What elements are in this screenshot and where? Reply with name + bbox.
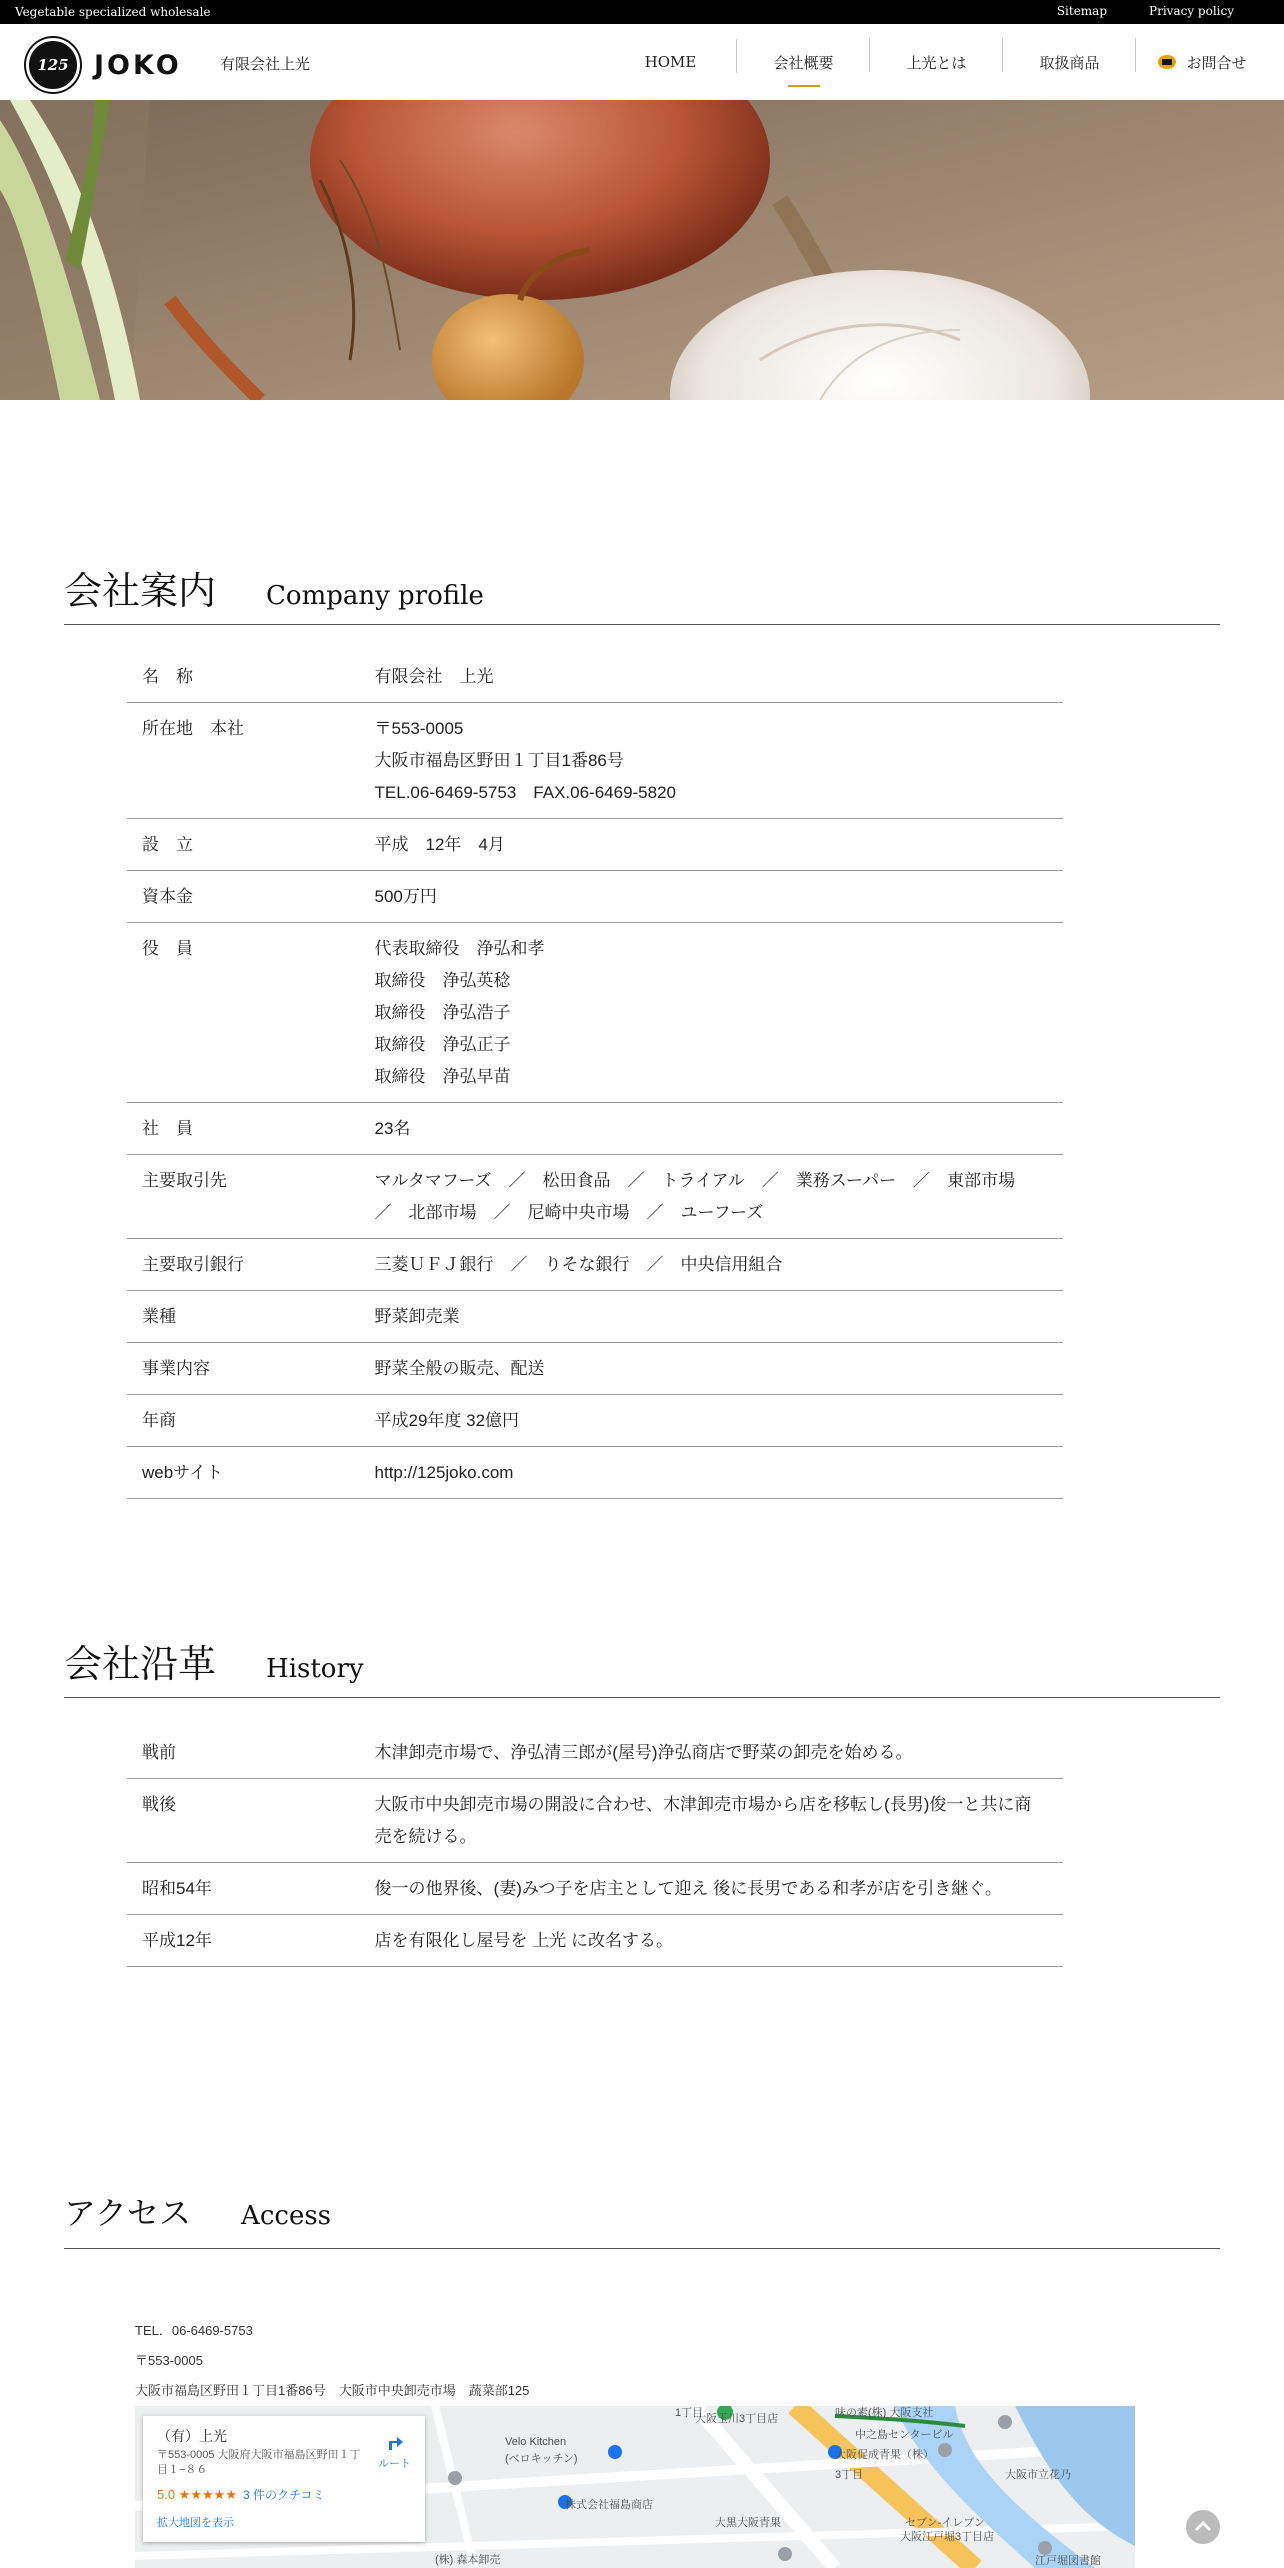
nav-company-overview[interactable] [737, 52, 870, 73]
value-line: 取締役 浄弘正子 [374, 1035, 511, 1054]
profile-title-en: Company profile [266, 581, 484, 611]
row-value [360, 1155, 1063, 1239]
row-value [360, 1395, 1063, 1447]
sitemap-link[interactable]: Sitemap [1056, 4, 1108, 18]
nav-label: HOME [644, 53, 697, 71]
access-zip: 〒553-0005 [135, 2353, 203, 2368]
value-line: 取締役 浄弘英稔 [374, 971, 511, 990]
map-label: 江戸堀図書館 [1035, 2555, 1101, 2567]
value-line: TEL.06-6469-5753 FAX.06-6469-5820 [374, 783, 676, 802]
row-value [360, 923, 1063, 1103]
table-row [127, 1291, 1063, 1343]
map-label: 3丁目 [835, 2469, 864, 2481]
main-nav [604, 24, 1269, 100]
nav-label: お問合せ [1186, 53, 1247, 72]
access-address: 大阪市福島区野田１丁目1番86号 大阪市中央卸売市場 蔬菜部125 [135, 2383, 530, 2398]
value-line: 代表取締役 浄弘和孝 [374, 939, 545, 958]
table-row [127, 819, 1063, 871]
logo-number: 125 [37, 56, 69, 74]
row-value [360, 819, 1063, 871]
history-heading [64, 1633, 364, 1688]
table-row [127, 1779, 1063, 1863]
row-value [360, 651, 1063, 703]
row-value [360, 1343, 1063, 1395]
row-value [360, 1727, 1063, 1779]
history-title-jp: 会社沿革 [64, 1642, 217, 1686]
access-info [135, 2316, 529, 2406]
map-label: Velo Kitchen [505, 2436, 567, 2448]
value-line: 有限会社 上光 [374, 667, 494, 686]
access-title-jp: アクセス [64, 2194, 192, 2232]
row-value [360, 1291, 1063, 1343]
logo-emblem-icon [26, 38, 80, 92]
map-place-name: （有）上光 [157, 2428, 227, 2444]
value-line: 店を有限化し屋号を 上光 に改名する。 [374, 1931, 673, 1950]
profile-divider [64, 624, 1220, 625]
chevron-up-icon [1192, 2516, 1214, 2538]
back-to-top-button[interactable] [1186, 2510, 1220, 2544]
map-place-address: 〒553-0005 大阪府大阪市福島区野田１丁目１−８６ [157, 2449, 361, 2476]
map-label: (ベロキッチン) [505, 2453, 578, 2465]
map-label: 味の素(株) 大阪支社 [835, 2407, 934, 2419]
access-title-en: Access [241, 2201, 332, 2231]
nav-label: 上光とは [906, 53, 967, 72]
row-label: 戦後 [127, 1779, 360, 1863]
company-name: 有限会社上光 [220, 55, 311, 73]
row-label: 役 員 [127, 923, 360, 1103]
row-label: webサイト [127, 1447, 360, 1499]
row-label: 戦前 [127, 1727, 360, 1779]
site-header [0, 24, 1284, 100]
row-label: 事業内容 [127, 1343, 360, 1395]
value-line: 〒553-0005 [374, 719, 464, 738]
table-row [127, 1103, 1063, 1155]
row-label: 主要取引銀行 [127, 1239, 360, 1291]
access-divider [64, 2248, 1220, 2249]
table-row [127, 1239, 1063, 1291]
value-line: 平成29年度 32億円 [374, 1411, 520, 1430]
table-row [127, 1863, 1063, 1915]
row-label: 主要取引先 [127, 1155, 360, 1239]
table-row [127, 1395, 1063, 1447]
nav-home[interactable] [604, 53, 737, 71]
table-row [127, 1915, 1063, 1967]
tagline: Vegetable specialized wholesale [15, 5, 211, 19]
access-heading [64, 2188, 331, 2234]
map-label: 1丁目 [675, 2407, 704, 2419]
table-row [127, 651, 1063, 703]
row-label: 平成12年 [127, 1915, 360, 1967]
active-underline [788, 85, 820, 87]
history-table [127, 1727, 1063, 1967]
value-line: マルタマフーズ ／ 松田食品 ／ トライアル ／ 業務スーパー ／ 東部市場 ／ 北部市場 ／ 尼崎中央市場 ／ ユーフーズ [374, 1171, 1033, 1222]
table-row [127, 871, 1063, 923]
row-value [360, 1239, 1063, 1291]
map-label: 中之島センタービル [855, 2429, 954, 2441]
map-label: セブン-イレブン [905, 2517, 985, 2529]
logo[interactable] [26, 38, 182, 92]
nav-about[interactable] [870, 52, 1003, 73]
value-line: 取締役 浄弘早苗 [374, 1067, 511, 1086]
table-row [127, 1727, 1063, 1779]
map-label: 大阪促成青果（株） [835, 2449, 934, 2461]
row-label: 名 称 [127, 651, 360, 703]
row-value [360, 1915, 1063, 1967]
value-line: 大阪市福島区野田１丁目1番86号 [374, 751, 624, 770]
map-label: 大阪玉川3丁目店 [695, 2413, 779, 2425]
profile-title-jp: 会社案内 [64, 569, 217, 613]
nav-label: 会社概要 [773, 53, 834, 72]
review-count-link[interactable]: 3 件のクチコミ [242, 2488, 325, 2502]
row-value [360, 1863, 1063, 1915]
table-row [127, 703, 1063, 819]
value-line: 平成 12年 4月 [374, 835, 505, 854]
row-label: 設 立 [127, 819, 360, 871]
route-button[interactable] [378, 2430, 411, 2471]
route-label: ルート [378, 2458, 411, 2470]
map-label: (株) 森本卸売 [435, 2554, 501, 2566]
enlarge-map-link[interactable]: 拡大地図を表示 [157, 2517, 234, 2529]
row-label: 業種 [127, 1291, 360, 1343]
row-label: 昭和54年 [127, 1863, 360, 1915]
nav-contact[interactable] [1136, 52, 1269, 73]
row-label: 社 員 [127, 1103, 360, 1155]
access-tel: TEL．06-6469-5753 [135, 2323, 253, 2338]
row-value [360, 1447, 1063, 1499]
map-place-card [143, 2416, 425, 2542]
row-label: 年商 [127, 1395, 360, 1447]
table-row [127, 1343, 1063, 1395]
google-map[interactable] [135, 2406, 1135, 2568]
value-line: http://125joko.com [374, 1463, 514, 1482]
rating-stars: 5.0 ★★★★★ [157, 2487, 237, 2502]
history-divider [64, 1697, 1220, 1698]
value-line: 取締役 浄弘浩子 [374, 1003, 511, 1022]
row-label: 資本金 [127, 871, 360, 923]
profile-heading [64, 560, 484, 615]
map-label: 大阪市立花乃 [1005, 2469, 1071, 2481]
table-row [127, 1155, 1063, 1239]
top-bar [0, 0, 1284, 24]
mail-icon [1158, 55, 1176, 69]
logo-wordmark: JOKO [94, 49, 182, 81]
value-line: 俊一の他界後、(妻)みつ子を店主として迎え 後に長男である和孝が店を引き継ぐ。 [374, 1879, 1002, 1898]
value-line: 野菜全般の販売、配送 [374, 1359, 545, 1378]
map-label: 株式会社福島商店 [565, 2499, 653, 2511]
value-line: 三菱ＵＦＪ銀行 ／ りそな銀行 ／ 中央信用組合 [374, 1255, 783, 1274]
directions-icon [384, 2430, 406, 2452]
value-line: 大阪市中央卸売市場の開設に合わせ、木津卸売市場から店を移転し(長男)俊一と共に商売を続ける。 [374, 1795, 1032, 1846]
row-value [360, 1103, 1063, 1155]
privacy-policy-link[interactable]: Privacy policy [1149, 4, 1234, 18]
row-value [360, 1779, 1063, 1863]
row-label: 所在地 本社 [127, 703, 360, 819]
table-row [127, 1447, 1063, 1499]
value-line: 500万円 [374, 887, 437, 906]
history-title-en: History [266, 1654, 364, 1684]
vegetables-photo [0, 100, 1284, 400]
row-value [360, 703, 1063, 819]
table-row [127, 923, 1063, 1103]
nav-products[interactable] [1003, 52, 1136, 73]
top-links [1057, 4, 1234, 18]
company-profile-table [127, 651, 1063, 1499]
value-line: 23名 [374, 1119, 411, 1138]
value-line: 木津卸売市場で、浄弘清三郎が(屋号)浄弘商店で野菜の卸売を始める。 [374, 1743, 913, 1762]
map-label: 大阪江戸堀3丁目店 [900, 2531, 995, 2543]
nav-label: 取扱商品 [1039, 53, 1100, 72]
hero-image [0, 100, 1284, 400]
row-value [360, 871, 1063, 923]
value-line: 野菜卸売業 [374, 1307, 460, 1326]
map-rating [157, 2486, 325, 2503]
map-label: 大黒大阪青果 [715, 2517, 781, 2529]
